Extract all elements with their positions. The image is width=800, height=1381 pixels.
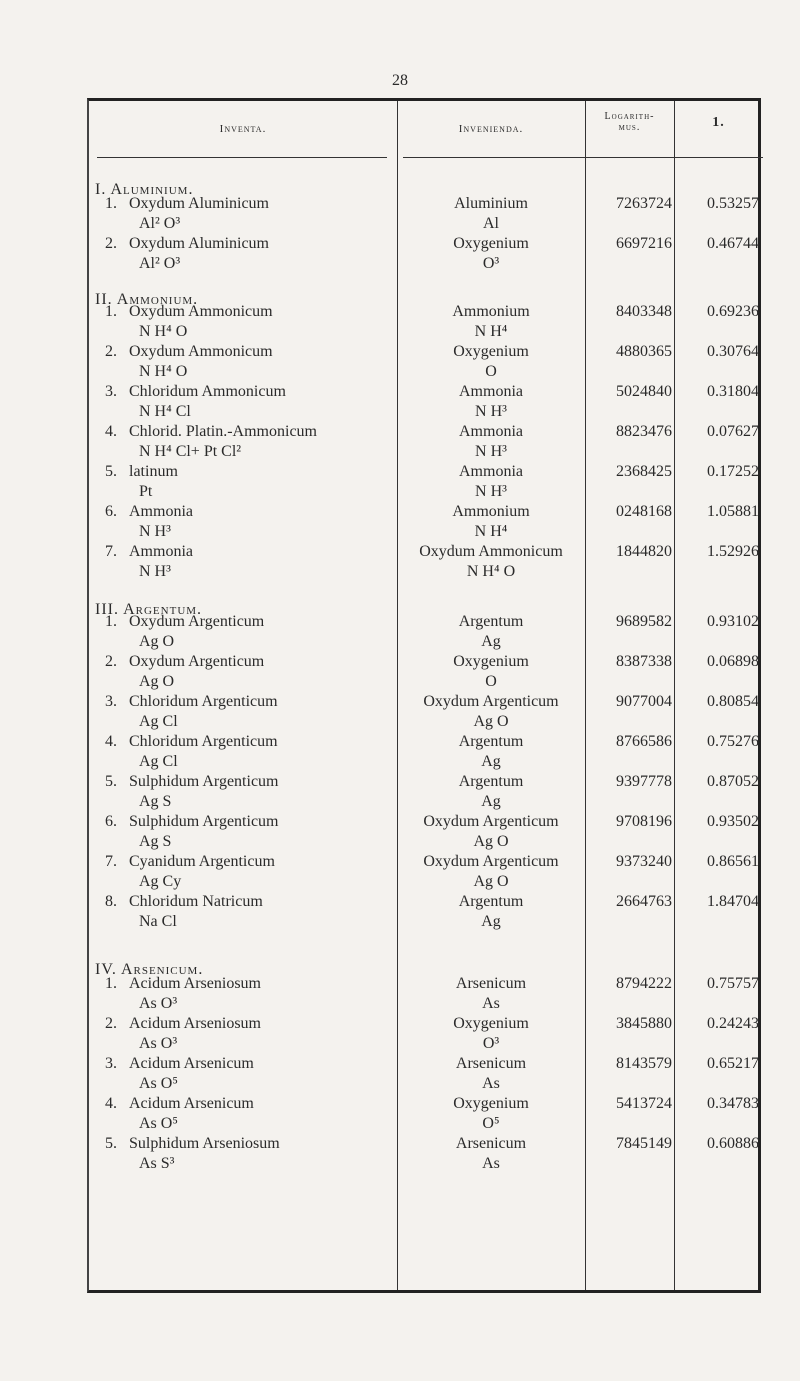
inventa-formula: As O⁵ <box>139 1115 178 1132</box>
inventa-formula: Al² O³ <box>139 255 181 272</box>
factor-value: 0.30764 <box>707 343 759 360</box>
inventa-name <box>105 1055 254 1073</box>
inventa-name <box>105 503 193 521</box>
section-title: II. Ammonium. <box>95 291 199 308</box>
inventa-formula: Ag Cy <box>139 873 182 890</box>
section-title: III. Argentum. <box>95 601 203 618</box>
inventa-formula: As O³ <box>139 995 178 1012</box>
table-row <box>89 195 763 235</box>
compound-name: Chloridum Ammonicum <box>129 383 286 400</box>
table-row <box>89 543 763 583</box>
inventa-name <box>105 463 178 481</box>
row-number: 5. <box>105 773 117 790</box>
invenienda-name: Argentum <box>458 773 524 790</box>
inventa-formula: N H⁴ Cl+ Pt Cl² <box>139 443 242 460</box>
logarithm-value: 0248168 <box>616 503 672 520</box>
inventa-formula: N H³ <box>139 563 171 580</box>
table-row <box>89 383 763 423</box>
row-number: 3. <box>105 383 117 400</box>
logarithm-value: 8387338 <box>616 653 672 670</box>
inventa-name <box>105 1095 254 1113</box>
table-row <box>89 773 763 813</box>
factor-value: 1.84704 <box>707 893 759 910</box>
logarithm-value: 9373240 <box>616 853 672 870</box>
invenienda-formula: O³ <box>482 1035 500 1052</box>
factor-value: 0.17252 <box>707 463 759 480</box>
invenienda-formula: O <box>485 673 497 690</box>
logarithm-value: 7263724 <box>616 195 672 212</box>
factor-value: 0.86561 <box>707 853 759 870</box>
invenienda-formula: As <box>482 1075 500 1092</box>
section-title: IV. Arsenicum. <box>95 961 204 978</box>
logarithm-value: 5024840 <box>616 383 672 400</box>
inventa-name <box>105 1015 261 1033</box>
invenienda-name: Argentum <box>458 733 524 750</box>
invenienda-formula: N H⁴ O <box>466 563 516 580</box>
header-logarithmus-line2: mus. <box>618 122 641 133</box>
page-number: 28 <box>392 72 408 89</box>
table-row <box>89 463 763 503</box>
table-row <box>89 613 763 653</box>
factor-value: 0.69236 <box>707 303 759 320</box>
header-logarithmus-line1: Logarith- <box>604 111 655 122</box>
invenienda-formula: As <box>482 995 500 1012</box>
header-rule <box>579 157 679 158</box>
factor-value: 0.31804 <box>707 383 759 400</box>
invenienda-formula: Ag <box>481 913 501 930</box>
invenienda-name: Argentum <box>458 613 524 630</box>
row-number: 8. <box>105 893 117 910</box>
invenienda-formula: N H³ <box>475 403 507 420</box>
header-rule <box>669 157 763 158</box>
invenienda-name: Ammonium <box>452 303 530 320</box>
compound-name: Chloridum Argenticum <box>129 733 278 750</box>
factor-value: 1.52926 <box>707 543 759 560</box>
invenienda-name: Argentum <box>458 893 524 910</box>
logarithm-value: 6697216 <box>616 235 672 252</box>
inventa-name <box>105 195 269 213</box>
factor-value: 0.07627 <box>707 423 759 440</box>
invenienda-formula: N H³ <box>475 483 507 500</box>
row-number: 2. <box>105 1015 117 1032</box>
factor-value: 0.80854 <box>707 693 759 710</box>
compound-name: Oxydum Argenticum <box>129 653 265 670</box>
row-number: 6. <box>105 813 117 830</box>
table-row <box>89 1015 763 1055</box>
logarithm-value: 4880365 <box>616 343 672 360</box>
invenienda-name: Aluminium <box>454 195 528 212</box>
inventa-formula: Ag S <box>139 833 172 850</box>
factor-value: 0.87052 <box>707 773 759 790</box>
logarithm-value: 8403348 <box>616 303 672 320</box>
inventa-formula: Na Cl <box>139 913 177 930</box>
inventa-name <box>105 1135 280 1153</box>
factor-value: 0.75757 <box>707 975 759 992</box>
header-rule <box>403 157 579 158</box>
compound-name: Acidum Arsenicum <box>129 1055 254 1072</box>
logarithm-value: 9397778 <box>616 773 672 790</box>
inventa-formula: N H⁴ O <box>139 323 188 340</box>
table-frame <box>87 98 761 1293</box>
inventa-name <box>105 853 275 871</box>
compound-name: Chlorid. Platin.-Ammonicum <box>129 423 317 440</box>
factor-value: 0.93102 <box>707 613 759 630</box>
compound-name: Sulphidum Arseniosum <box>129 1135 280 1152</box>
factor-value: 0.75276 <box>707 733 759 750</box>
invenienda-formula: As <box>482 1155 500 1172</box>
row-number: 4. <box>105 733 117 750</box>
header-factor: 1. <box>712 115 725 130</box>
table-row <box>89 503 763 543</box>
header-invenienda: Invenienda. <box>458 123 524 135</box>
inventa-formula: As O⁵ <box>139 1075 178 1092</box>
table-row <box>89 343 763 383</box>
inventa-formula: N H³ <box>139 523 171 540</box>
invenienda-formula: N H⁴ <box>474 523 508 540</box>
compound-name: Chloridum Argenticum <box>129 693 278 710</box>
invenienda-name: Oxygenium <box>453 1095 529 1112</box>
row-number: 2. <box>105 343 117 360</box>
invenienda-formula: Ag <box>481 793 501 810</box>
invenienda-name: Ammonia <box>459 463 523 480</box>
logarithm-value: 8794222 <box>616 975 672 992</box>
inventa-formula: Ag S <box>139 793 172 810</box>
table-row <box>89 423 763 463</box>
table-row <box>89 235 763 275</box>
inventa-name <box>105 343 273 361</box>
factor-value: 0.65217 <box>707 1055 759 1072</box>
inventa-formula: Al² O³ <box>139 215 181 232</box>
compound-name: Acidum Arseniosum <box>129 975 261 992</box>
inventa-name <box>105 303 273 321</box>
invenienda-formula: Ag O <box>473 873 509 890</box>
invenienda-formula: N H³ <box>475 443 507 460</box>
table-row <box>89 1095 763 1135</box>
invenienda-name: Oxygenium <box>453 343 529 360</box>
factor-value: 0.53257 <box>707 195 759 212</box>
row-number: 7. <box>105 853 117 870</box>
compound-name: Ammonia <box>129 503 193 520</box>
inventa-formula: N H⁴ Cl <box>139 403 191 420</box>
inventa-formula: Ag Cl <box>139 753 178 770</box>
invenienda-formula: Ag O <box>473 833 509 850</box>
invenienda-formula: Ag <box>481 633 501 650</box>
compound-name: Oxydum Aluminicum <box>129 235 269 252</box>
invenienda-name: Ammonium <box>452 503 530 520</box>
inventa-name <box>105 813 278 831</box>
compound-name: Ammonia <box>129 543 193 560</box>
compound-name: Acidum Arseniosum <box>129 1015 261 1032</box>
logarithm-value: 1844820 <box>616 543 672 560</box>
invenienda-name: Arsenicum <box>455 975 527 992</box>
logarithm-value: 9077004 <box>616 693 672 710</box>
invenienda-name: Oxygenium <box>453 653 529 670</box>
factor-value: 0.60886 <box>707 1135 759 1152</box>
row-number: 1. <box>105 975 117 992</box>
invenienda-name: Oxygenium <box>453 235 529 252</box>
logarithm-value: 7845149 <box>616 1135 672 1152</box>
inventa-name <box>105 773 278 791</box>
inventa-formula: Ag O <box>139 673 175 690</box>
header-inventa: Inventa. <box>219 123 267 135</box>
invenienda-name: Oxydum Ammonicum <box>419 543 563 560</box>
invenienda-name: Ammonia <box>459 383 523 400</box>
row-number: 3. <box>105 1055 117 1072</box>
factor-value: 1.05881 <box>707 503 759 520</box>
compound-name: Sulphidum Argenticum <box>129 773 279 790</box>
row-number: 2. <box>105 235 117 252</box>
invenienda-formula: Ag <box>481 753 501 770</box>
factor-value: 0.24243 <box>707 1015 759 1032</box>
row-number: 1. <box>105 195 117 212</box>
inventa-name <box>105 543 193 561</box>
header-rule <box>97 157 387 158</box>
table-row <box>89 693 763 733</box>
logarithm-value: 8823476 <box>616 423 672 440</box>
row-number: 4. <box>105 423 117 440</box>
invenienda-formula: Al <box>483 215 499 232</box>
logarithm-value: 5413724 <box>616 1095 672 1112</box>
inventa-name <box>105 693 278 711</box>
logarithm-value: 2368425 <box>616 463 672 480</box>
invenienda-name: Arsenicum <box>455 1055 527 1072</box>
invenienda-name: Oxydum Argenticum <box>423 813 559 830</box>
compound-name: Chloridum Natricum <box>129 893 263 910</box>
invenienda-formula: Ag O <box>473 713 509 730</box>
inventa-formula: Ag O <box>139 633 175 650</box>
table-row <box>89 733 763 773</box>
inventa-name <box>105 653 264 671</box>
invenienda-formula: O³ <box>482 255 500 272</box>
inventa-formula: Ag Cl <box>139 713 178 730</box>
inventa-name <box>105 423 317 441</box>
row-number: 2. <box>105 653 117 670</box>
row-number: 4. <box>105 1095 117 1112</box>
table-row <box>89 653 763 693</box>
inventa-name <box>105 383 286 401</box>
header-logarithmus <box>585 111 674 133</box>
compound-name: Oxydum Ammonicum <box>129 303 273 320</box>
invenienda-formula: O <box>485 363 497 380</box>
table-row <box>89 1135 763 1175</box>
row-number: 5. <box>105 1135 117 1152</box>
table-row <box>89 853 763 893</box>
row-number: 1. <box>105 303 117 320</box>
row-number: 3. <box>105 693 117 710</box>
logarithm-value: 9708196 <box>616 813 672 830</box>
compound-name: Oxydum Ammonicum <box>129 343 273 360</box>
invenienda-name: Oxygenium <box>453 1015 529 1032</box>
logarithm-value: 8143579 <box>616 1055 672 1072</box>
inventa-formula: As O³ <box>139 1035 178 1052</box>
compound-name: Oxydum Aluminicum <box>129 195 269 212</box>
invenienda-name: Oxydum Argenticum <box>423 853 559 870</box>
inventa-name <box>105 975 261 993</box>
row-number: 7. <box>105 543 117 560</box>
table-row <box>89 303 763 343</box>
factor-value: 0.06898 <box>707 653 759 670</box>
invenienda-name: Oxydum Argenticum <box>423 693 559 710</box>
row-number: 6. <box>105 503 117 520</box>
row-number: 1. <box>105 613 117 630</box>
factor-value: 0.46744 <box>707 235 759 252</box>
table-row <box>89 975 763 1015</box>
table-row <box>89 893 763 933</box>
inventa-name <box>105 733 278 751</box>
table-row <box>89 1055 763 1095</box>
inventa-name <box>105 893 263 911</box>
inventa-formula: Pt <box>139 483 153 500</box>
compound-name: latinum <box>129 463 178 480</box>
inventa-formula: N H⁴ O <box>139 363 188 380</box>
inventa-name <box>105 235 269 253</box>
section-title: I. Aluminium. <box>95 181 194 198</box>
inventa-name <box>105 613 264 631</box>
row-number: 5. <box>105 463 117 480</box>
compound-name: Cyanidum Argenticum <box>129 853 275 870</box>
factor-value: 0.93502 <box>707 813 759 830</box>
logarithm-value: 9689582 <box>616 613 672 630</box>
logarithm-value: 3845880 <box>616 1015 672 1032</box>
inventa-formula: As S³ <box>139 1155 175 1172</box>
invenienda-name: Arsenicum <box>455 1135 527 1152</box>
logarithm-value: 2664763 <box>616 893 672 910</box>
invenienda-formula: O⁵ <box>482 1115 500 1132</box>
compound-name: Oxydum Argenticum <box>129 613 265 630</box>
logarithm-value: 8766586 <box>616 733 672 750</box>
factor-value: 0.34783 <box>707 1095 759 1112</box>
invenienda-formula: N H⁴ <box>474 323 508 340</box>
compound-name: Acidum Arsenicum <box>129 1095 254 1112</box>
table-row <box>89 813 763 853</box>
compound-name: Sulphidum Argenticum <box>129 813 279 830</box>
invenienda-name: Ammonia <box>459 423 523 440</box>
